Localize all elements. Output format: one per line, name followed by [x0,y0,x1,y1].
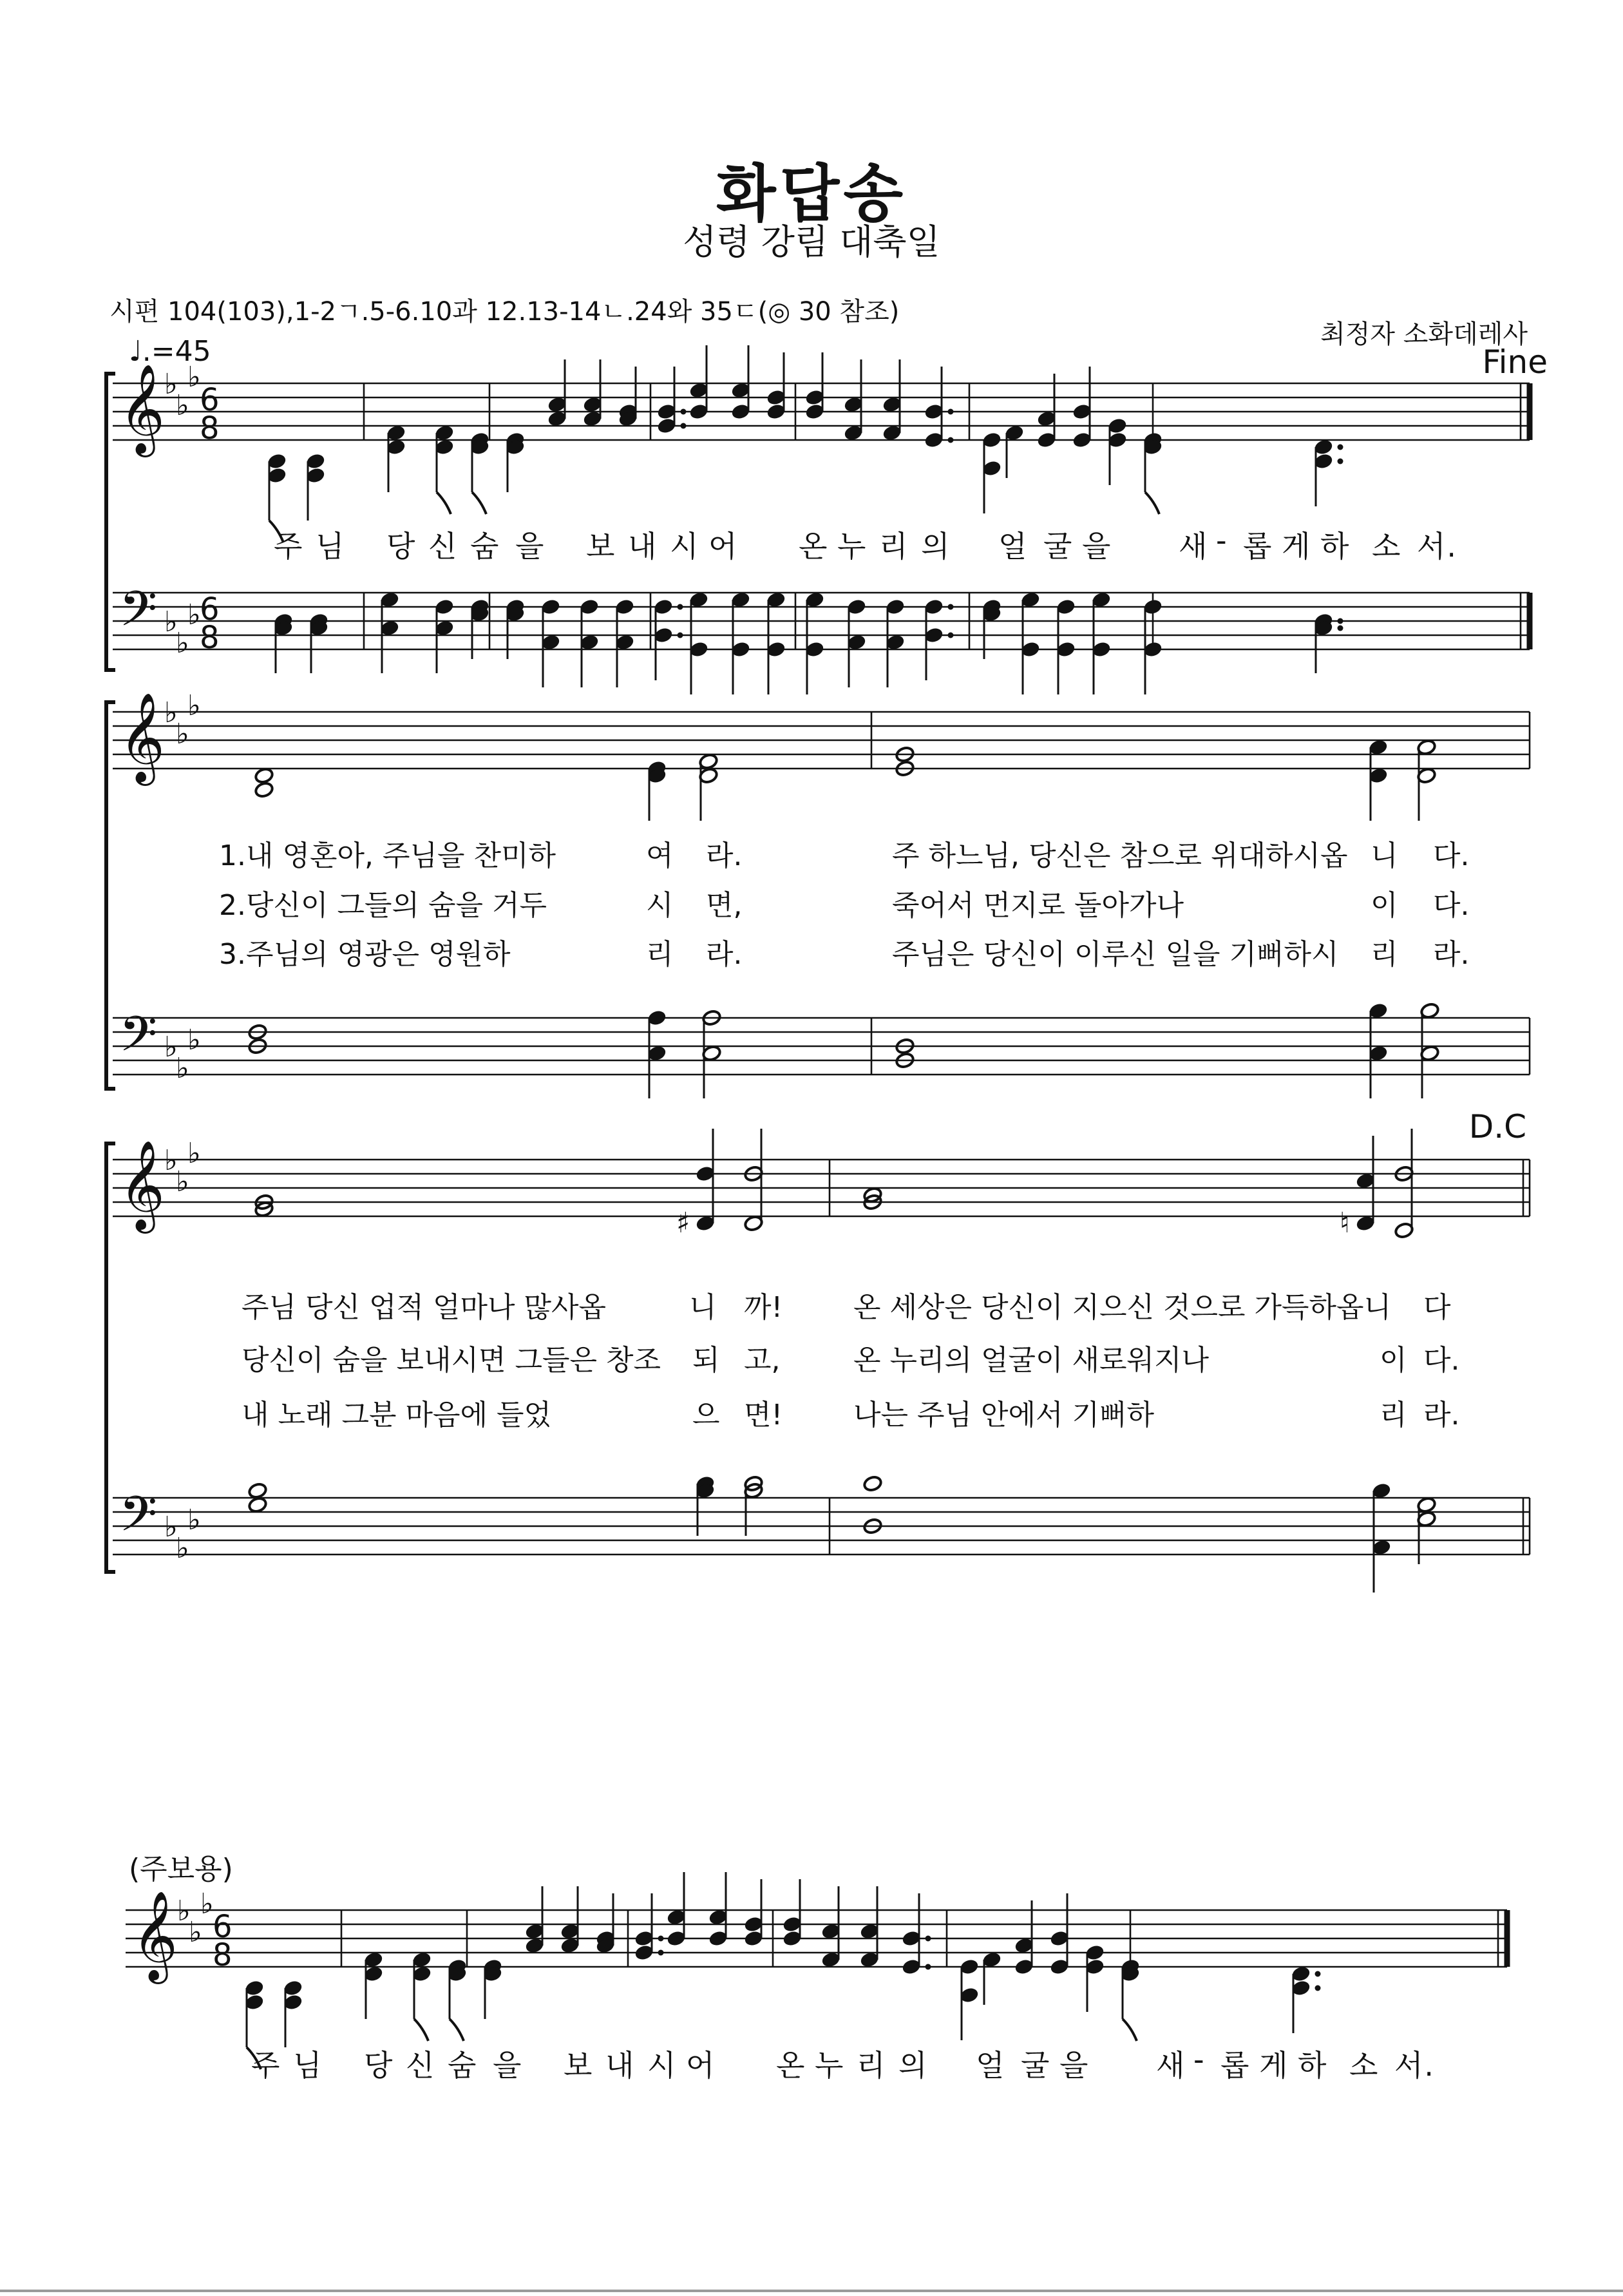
refrain-syllable: 내 [605,2048,636,2083]
note-head [248,1497,268,1514]
verse-1b-part-a: 주님 당신 업적 얼마나 많사옵 [242,1291,606,1324]
verse-3b-part-f: 라. [1423,1399,1460,1431]
refrain-syllable: 어 [686,2048,716,2083]
treble-clef: 𝄞 [119,1140,165,1230]
flat-sign: ♭ [176,627,189,660]
bass-clef: 𝄢 [119,1486,158,1555]
note-flag [414,2019,428,2041]
time-signature-numerator: 6 [200,591,220,627]
note-head [254,767,274,785]
time-signature-denominator: 8 [200,620,220,656]
refrain-syllable: 얼 [976,2048,1006,2083]
refrain-syllable: - [1216,523,1228,558]
flat-sign: ♭ [164,1031,178,1064]
verse-3-part-d: 주님은 당신이 이루신 일을 기뻐하시 [892,938,1339,971]
verse-2-part-e: 이 [1371,889,1398,922]
refrain-syllable: 어 [708,529,739,564]
refrain-syllable: 온 [776,2048,806,2083]
refrain-syllable: 얼 [998,529,1029,564]
refrain-syllable: 새 [1156,2048,1186,2083]
refrain-syllable: 을 [515,529,546,564]
treble-clef: 𝄞 [119,693,165,782]
flat-sign: ♭ [187,361,201,394]
refrain-syllable: 하 [1298,2048,1328,2083]
time-signature-numerator: 6 [213,1909,233,1945]
refrain-syllable: 의 [898,2048,929,2083]
augmentation-dot [1315,1971,1321,1977]
refrain-syllable: 롭 [1243,529,1273,564]
note-head [254,781,274,799]
note-head [863,1475,883,1493]
verse-3-part-a: 3.주님의 영광은 영원하 [219,938,511,971]
verse-2b-part-b: 되 [692,1344,720,1377]
refrain-syllable: 소 [1349,2048,1380,2083]
refrain-syllable: 을 [1082,529,1112,564]
verse-1-part-f: 다. [1433,839,1470,872]
augmentation-dot [1338,626,1343,631]
note-flag [437,492,451,514]
augmentation-dot [681,409,687,415]
flat-sign: ♭ [177,1895,191,1928]
refrain-syllable: 굴 [1021,2048,1051,2083]
refrain-syllable: 의 [921,529,951,564]
verse-2b-part-d: 온 누리의 얼굴이 새로워지나 [853,1344,1210,1377]
verse-3b-part-c: 면! [744,1399,783,1431]
verse-2b-part-c: 고, [744,1344,781,1377]
verse-2b-part-a: 당신이 숨을 보내시면 그들은 창조 [242,1344,661,1377]
time-signature-denominator: 8 [200,410,220,446]
dc-marking: D.C [1468,1108,1526,1145]
augmentation-dot [678,633,683,638]
augmentation-dot [1315,1985,1321,1991]
system-bracket [106,702,115,1089]
refrain-syllable: 서. [1394,2048,1436,2083]
note-flag [1123,2019,1137,2041]
tempo-marking: ♩.=45 [129,335,211,368]
augmentation-dot [681,423,687,429]
bass-clef: 𝄢 [119,580,158,649]
verse-2-part-a: 2.당신이 그들의 숨을 거두 [219,889,547,922]
fine-marking: Fine [1482,343,1548,381]
flat-sign: ♭ [187,1024,201,1057]
refrain-syllable: 하 [1320,529,1351,564]
flat-sign: ♭ [164,1511,178,1544]
refrain-syllable: 게 [1259,2048,1289,2083]
augmentation-dot [948,409,954,415]
verse-2-part-d: 죽어서 먼지로 돌아가나 [892,889,1184,922]
time-signature-denominator: 8 [213,1937,233,1973]
flat-sign: ♭ [189,1916,202,1949]
refrain-syllable: 보 [564,2048,594,2083]
flat-sign: ♭ [187,1137,201,1170]
bulletin-label: (주보용) [129,1853,233,1886]
refrain-syllable: 서. [1417,529,1458,564]
flat-sign: ♭ [187,598,201,631]
flat-sign: ♭ [164,1144,178,1177]
refrain-syllable: 누 [837,529,868,564]
verse-3b-part-d: 나는 주님 안에서 기뻐하 [853,1399,1154,1431]
augmentation-dot [1338,618,1343,624]
verse-3-part-b: 리 [646,938,674,971]
system-bracket [106,1143,115,1572]
flat-sign: ♭ [176,1165,189,1198]
verse-1-part-b: 여 [646,839,674,872]
time-signature-numerator: 6 [200,382,220,418]
refrain-syllable: 을 [1059,2048,1090,2083]
augmentation-dot [925,1964,931,1970]
augmentation-dot [948,604,954,610]
flat-sign: ♭ [176,389,189,422]
verse-2b-part-e: 이 [1380,1344,1407,1377]
verse-2-part-f: 다. [1433,889,1470,922]
refrain-syllable: 누 [815,2048,845,2083]
note-flag [1145,492,1159,514]
refrain-syllable: 시 [647,2048,678,2083]
refrain-syllable: 시 [670,529,700,564]
flat-sign: ♭ [187,689,201,722]
refrain-syllable: 게 [1282,529,1312,564]
refrain-syllable: 당 [364,2048,394,2083]
page-subtitle: 성령 강림 대축일 [683,222,940,262]
augmentation-dot [658,1936,664,1942]
flat-sign: ♭ [200,1888,214,1920]
refrain-syllable: 리 [857,2048,887,2083]
verse-1b-part-c: 까! [744,1291,783,1324]
flat-sign: ♭ [187,1504,201,1536]
verse-2b-part-f: 다. [1423,1344,1460,1377]
verse-1-part-c: 라. [706,839,743,872]
verse-1-part-a: 1.내 영혼아, 주님을 찬미하 [219,839,556,872]
refrain-syllable: 보 [586,529,616,564]
verse-3-part-e: 리 [1371,938,1398,971]
note-flag [472,492,486,514]
refrain-syllable: 굴 [1043,529,1074,564]
flat-sign: ♭ [164,606,178,638]
flat-sign: ♭ [176,1532,189,1565]
refrain-syllable: 신 [428,529,459,564]
refrain-syllable: 내 [628,529,658,564]
augmentation-dot [658,1950,664,1956]
refrain-syllable: 신 [406,2048,436,2083]
refrain-syllable: 새 [1179,529,1209,564]
refrain-syllable: - [1193,2042,1206,2077]
verse-3b-part-b: 으 [692,1399,720,1431]
refrain-syllable: 님 [316,529,346,564]
verse-2-part-b: 시 [646,889,674,922]
composer: 최정자 소화데레사 [1320,320,1528,349]
treble-clef: 𝄞 [132,1891,178,1980]
refrain-syllable: 을 [493,2048,523,2083]
page-title: 화답송 [716,158,907,230]
refrain-syllable: 님 [293,2048,323,2083]
verse-3b-part-e: 리 [1380,1399,1407,1431]
treble-clef: 𝄞 [119,364,165,454]
augmentation-dot [948,437,954,443]
augmentation-dot [678,604,683,610]
sharp-sign: ♯ [676,1207,690,1239]
system-bracket [106,374,115,670]
verse-1-part-d: 주 하느님, 당신은 참으로 위대하시옵 [892,839,1348,872]
verse-1-part-e: 니 [1371,839,1398,872]
verse-2-part-c: 면, [706,889,743,922]
note-flag [450,2019,464,2041]
flat-sign: ♭ [164,696,178,729]
augmentation-dot [925,1936,931,1942]
flat-sign: ♭ [164,368,178,401]
refrain-syllable: 당 [386,529,417,564]
flat-sign: ♭ [176,1052,189,1085]
refrain-syllable: 리 [879,529,909,564]
refrain-syllable: 주 [274,529,304,564]
verse-3-part-c: 라. [706,938,743,971]
psalm-reference: 시편 104(103),1-2ㄱ.5-6.10과 12.13-14ㄴ.24와 35ㄷ(◎ 30 참조) [109,297,900,327]
refrain-syllable: 주 [251,2048,281,2083]
augmentation-dot [1338,445,1343,450]
refrain-syllable: 롭 [1220,2048,1251,2083]
refrain-syllable: 숨 [448,2048,478,2083]
refrain-syllable: 숨 [470,529,500,564]
refrain-syllable: 소 [1372,529,1402,564]
flat-sign: ♭ [176,718,189,751]
verse-1b-part-f: 다 [1423,1291,1451,1324]
natural-sign: ♮ [1340,1207,1350,1239]
verse-3b-part-a: 내 노래 그분 마음에 들었 [242,1399,551,1431]
refrain-syllable: 온 [799,529,829,564]
verse-1b-part-b: 니 [689,1291,717,1324]
augmentation-dot [1338,459,1343,464]
verse-1b-part-d: 온 세상은 당신이 지으신 것으로 가득하옵니 [853,1291,1392,1324]
bass-clef: 𝄢 [119,1006,158,1075]
augmentation-dot [948,633,954,638]
note-head [248,1482,268,1500]
verse-3-part-f: 라. [1433,938,1470,971]
